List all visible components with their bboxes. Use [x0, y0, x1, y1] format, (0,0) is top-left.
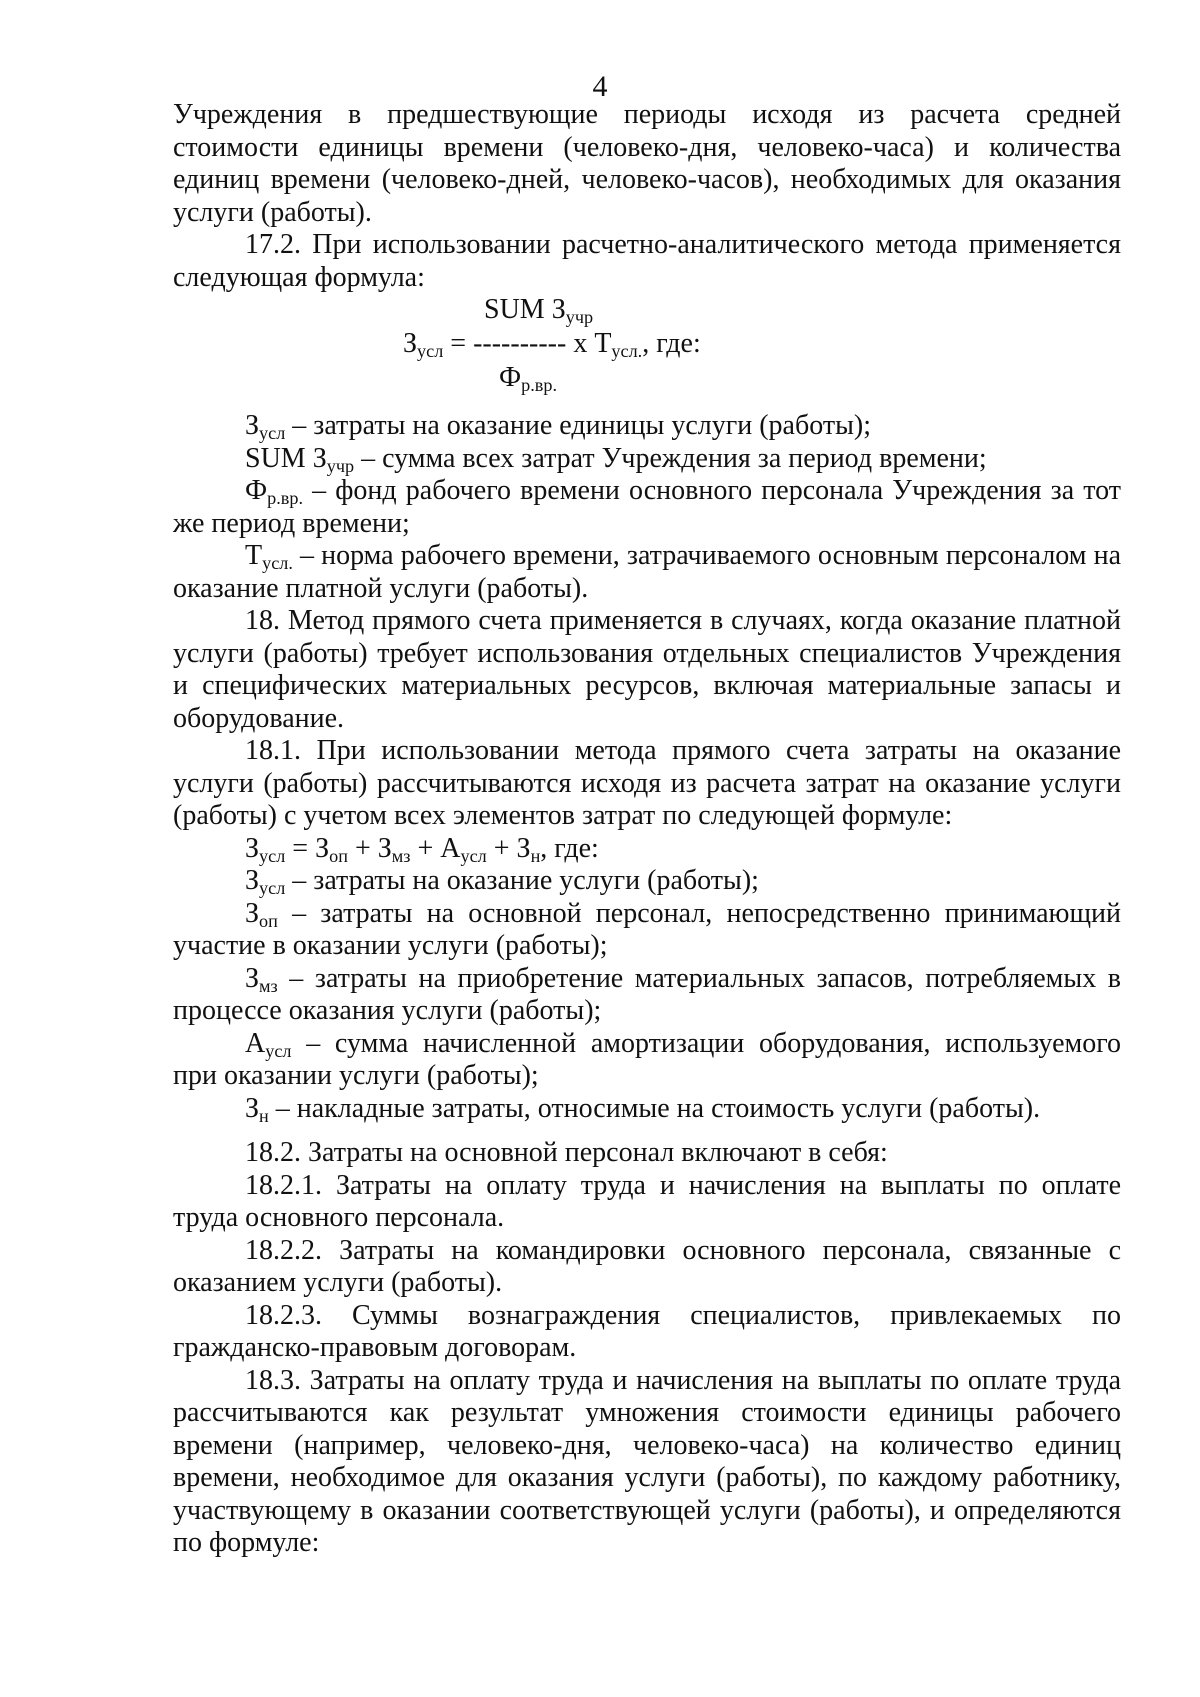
- page-number: 4: [592, 70, 608, 103]
- definition-f-rvr: $Ф_{р.вр.}$ – фонд рабочего времени основного персонала Учреждения за тот же период времени;: [173, 475, 1121, 539]
- definition-t-usl: $Т_{усл.}$ – норма рабочего времени, затрачиваемого основным персоналом на оказание платной услуги (работы).: [173, 540, 1121, 604]
- formula-equation-line: $З_{усл}$ = ---------- х $Т_{усл.}$, где:: [403, 328, 701, 361]
- paragraph-18-2-3: 18.2.3. Суммы вознаграждения специалистов, привлекаемых по гражданско-правовым договорам.: [173, 1299, 1121, 1363]
- definition-z-usl-2: $З_{усл}$ – затраты на оказание услуги (работы);: [245, 865, 759, 898]
- definition-sum-z-uchr: SUM $З_{учр}$ – сумма всех затрат Учреждения за период времени;: [245, 442, 987, 476]
- formula-numerator: SUM $З_{учр}$: [484, 294, 594, 327]
- formula-direct-count: $З_{усл} = З_{оп} + З_{мз} + А_{усл} + З_н$, где:: [245, 832, 599, 866]
- paragraph-18-2-1: 18.2.1. Затраты на оплату труда и начисления на выплаты по оплате труда основного персонала.: [173, 1169, 1121, 1233]
- definition-z-mz: $З_{мз}$ – затраты на приобретение материальных запасов, потребляемых в процессе оказания услуги (работы);: [173, 962, 1121, 1026]
- paragraph-18-2-2: 18.2.2. Затраты на командировки основного персонала, связанные с оказанием услуги (работы).: [173, 1234, 1121, 1298]
- paragraph-continuation: Учреждения в предшествующие периоды исходя из расчета средней стоимости единицы времени (человеко-дня, человеко-часа) и количества единиц времени (человеко-дней, человеко-часов), необходимых для оказания услуги (работы).: [173, 99, 1121, 228]
- paragraph-17-2: 17.2. При использовании расчетно-аналитического метода применяется следующая формула:: [173, 229, 1121, 293]
- paragraph-18-2: 18.2. Затраты на основной персонал включают в себя:: [245, 1137, 888, 1168]
- paragraph-18-3: 18.3. Затраты на оплату труда и начисления на выплаты по оплате труда рассчитываются как результат умножения стоимости единицы рабочего времени (например, человеко-дня, человеко-часа) на количество единиц времени, необходимое для оказания услуги (работы), по каждому работнику, участвующему в оказании соответствующей услуги (работы), и определяются по формуле:: [173, 1364, 1121, 1558]
- definition-a-usl: $А_{усл}$ – сумма начисленной амортизации оборудования, используемого при оказании услуги (работы);: [173, 1027, 1121, 1091]
- definition-z-n: $З_н$ – накладные затраты, относимые на стоимость услуги (работы).: [245, 1092, 1041, 1126]
- definition-z-op: $З_{оп}$ – затраты на основной персонал, непосредственно принимающий участие в оказании услуги (работы);: [173, 897, 1121, 961]
- formula-calc-analytic: [173, 294, 1121, 404]
- formula-denominator: $Ф_{р.вр.}$: [499, 362, 557, 395]
- definition-z-usl: $З_{усл}$ – затраты на оказание единицы услуги (работы);: [245, 410, 871, 443]
- document-body: [173, 99, 1121, 1560]
- paragraph-18-1: 18.1. При использовании метода прямого счета затраты на оказание услуги (работы) рассчитываются исходя из расчета затрат на оказание услуги (работы) с учетом всех элементов затрат по следующей формуле:: [173, 735, 1121, 831]
- paragraph-18: 18. Метод прямого счета применяется в случаях, когда оказание платной услуги (работы) требует использования отдельных специалистов Учреждения и специфических материальных ресурсов, включая материальные запасы и оборудование.: [173, 605, 1121, 734]
